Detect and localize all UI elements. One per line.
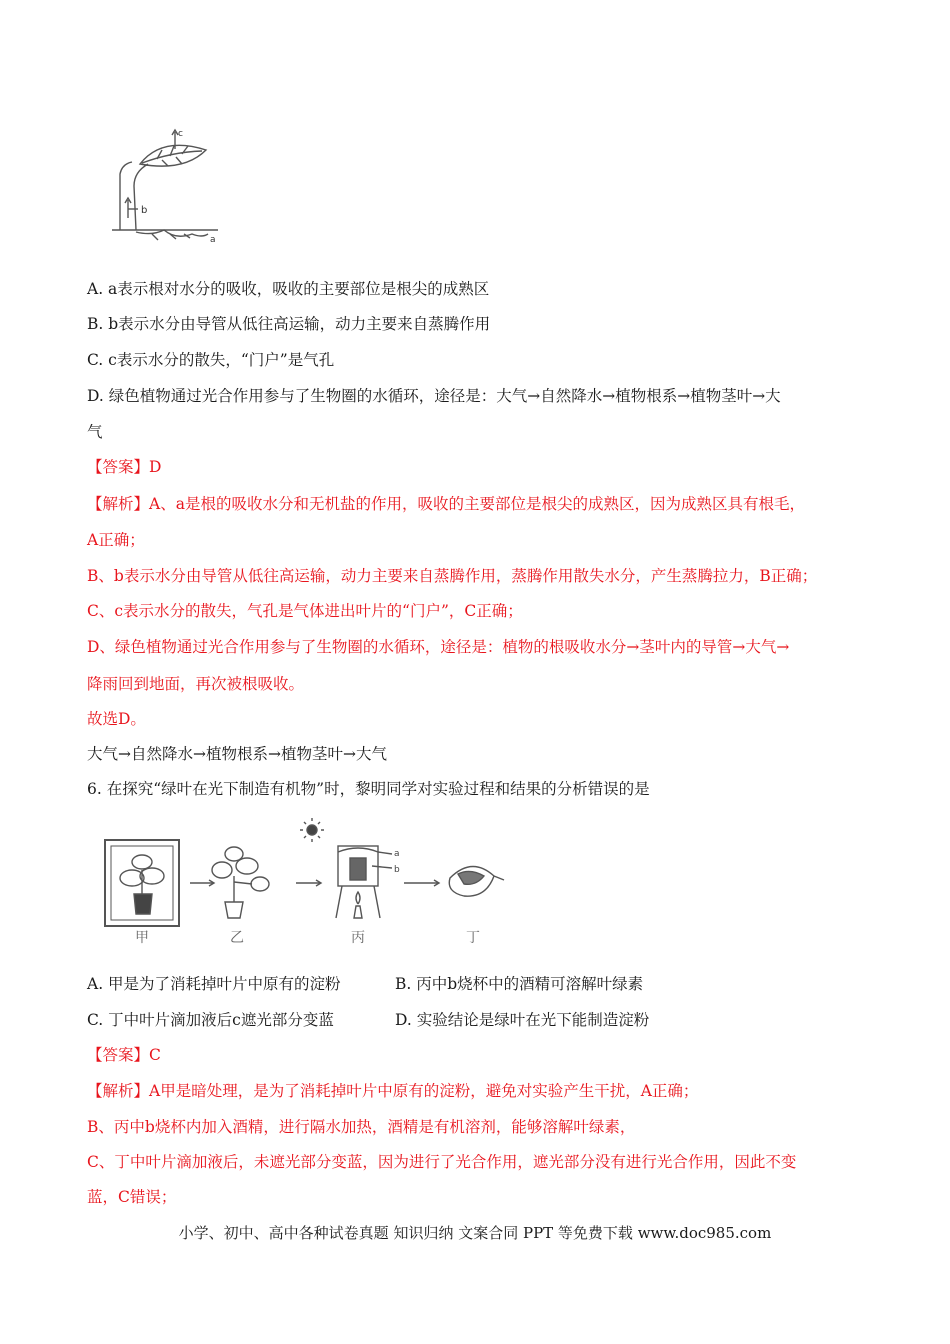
q6-answer: 【答案】C [87, 1046, 161, 1064]
q5-note: 大气→自然降水→植物根系→植物茎叶→大气 [87, 745, 387, 763]
page-footer: 小学、初中、高中各种试卷真题 知识归纳 文案合同 PPT 等免费下载 www.doc985.com [178, 1224, 772, 1242]
q6-option-c: C. 丁中叶片滴加液后c遮光部分变蓝 [87, 1011, 334, 1029]
q5-analysis-3: C、c表示水分的散失，气孔是气体进出叶片的“门户”，C正确； [87, 602, 523, 620]
label-bing: 丙 [351, 930, 365, 946]
q6-analysis-3: C、丁中叶片滴加液后，未遮光部分变蓝，因为进行了光合作用，遮光部分没有进行光合作用，因此不变 [87, 1153, 797, 1171]
q6-analysis-1 [87, 1081, 698, 1101]
label-yi: 乙 [230, 930, 244, 946]
analysis-text: A甲是暗处理，是为了消耗掉叶片中原有的淀粉，避免对实验产生干扰，A正确； [149, 1082, 699, 1100]
q5-answer: 【答案】D [87, 458, 162, 476]
plant-water-figure [112, 126, 222, 248]
label-jia: 甲 [135, 930, 149, 946]
q6-option-a: A. 甲是为了消耗掉叶片中原有的淀粉 [87, 975, 341, 993]
q6-stem: 6. 在探究“绿叶在光下制造有机物”时，黎明同学对实验过程和结果的分析错误的是 [87, 780, 650, 798]
analysis-heading: 【解析】 [87, 495, 150, 513]
q5-analysis-1-cont: A正确； [87, 531, 145, 549]
label-a: a [210, 235, 216, 245]
label-b: b [141, 205, 148, 216]
q6-option-b: B. 丙中b烧杯中的酒精可溶解叶绿素 [395, 975, 644, 993]
analysis-text: A、a是根的吸收水分和无机盐的作用，吸收的主要部位是根尖的成熟区，因为成熟区具有根毛， [149, 495, 805, 513]
q6-analysis-3-cont: 蓝，C错误； [87, 1188, 177, 1206]
label-ding: 丁 [466, 930, 480, 946]
q5-option-d: D. 绿色植物通过光合作用参与了生物圈的水循环，途径是：大气→自然降水→植物根系→植物茎叶→大 [87, 387, 781, 405]
q5-analysis-4: D、绿色植物通过光合作用参与了生物圈的水循环，途径是：植物的根吸收水分→茎叶内的导管→大气→ [87, 638, 790, 656]
label-b: b [394, 865, 400, 875]
q6-option-d: D. 实验结论是绿叶在光下能制造淀粉 [395, 1011, 650, 1029]
q6-options-row-1 [87, 974, 643, 994]
q5-choose: 故选D。 [87, 710, 146, 728]
experiment-figure [100, 818, 520, 950]
q5-analysis-1 [87, 494, 805, 514]
q5-analysis-4-cont: 降雨回到地面，再次被根吸收。 [87, 675, 305, 693]
q5-option-d-cont: 气 [87, 423, 103, 441]
label-a: a [394, 849, 400, 859]
label-c: c [178, 129, 183, 139]
q5-analysis-2: B、b表示水分由导管从低往高运输，动力主要来自蒸腾作用，蒸腾作用散失水分，产生蒸腾拉力，B正确； [87, 567, 818, 585]
analysis-heading: 【解析】 [87, 1082, 150, 1100]
q5-option-b: B. b表示水分由导管从低往高运输，动力主要来自蒸腾作用 [87, 315, 491, 333]
q5-option-a: A. a表示根对水分的吸收，吸收的主要部位是根尖的成熟区 [87, 280, 490, 298]
q5-option-c: C. c表示水分的散失，“门户”是气孔 [87, 351, 335, 369]
q6-analysis-2: B、丙中b烧杯内加入酒精，进行隔水加热，酒精是有机溶剂，能够溶解叶绿素， [87, 1118, 636, 1136]
q6-options-row-2 [87, 1010, 649, 1030]
